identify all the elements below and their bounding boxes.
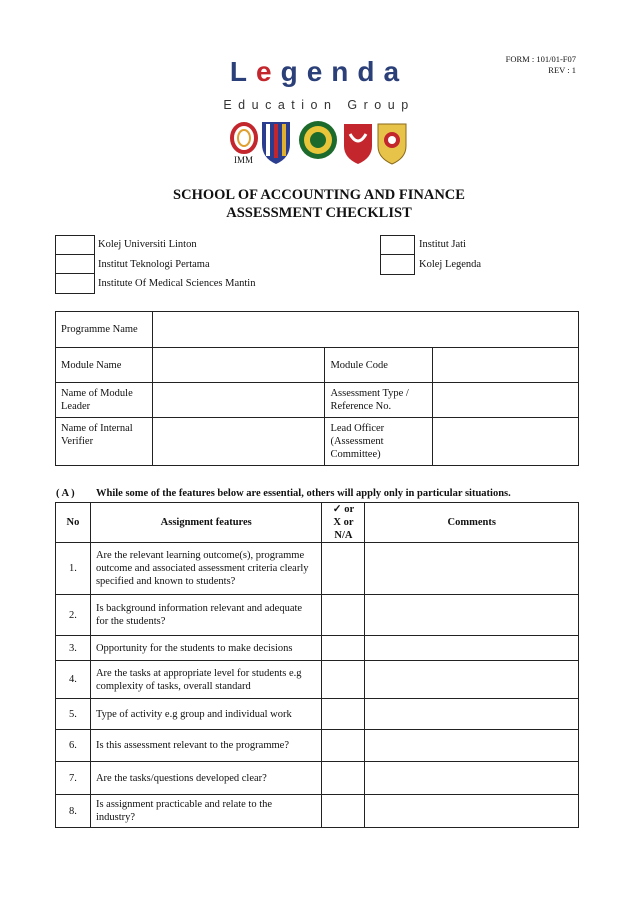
field-internal-verifier[interactable] bbox=[152, 418, 325, 466]
module-info-table bbox=[55, 311, 579, 466]
row-feature-line: complexity of tasks, overall standard bbox=[95, 680, 251, 692]
header-mark-line1: ✓ or bbox=[332, 504, 355, 515]
row-comments-cell[interactable] bbox=[365, 543, 579, 595]
assessment-checklist-table bbox=[55, 502, 579, 828]
svg-text:IMM: IMM bbox=[234, 155, 254, 165]
row-number: 4. bbox=[56, 661, 91, 699]
logo-letters-rest: genda bbox=[280, 56, 409, 87]
label-programme-name: Programme Name bbox=[56, 312, 153, 348]
header-assignment-features: Assignment features bbox=[90, 503, 322, 543]
table-row bbox=[56, 636, 579, 661]
title-checklist: ASSESSMENT CHECKLIST bbox=[226, 205, 412, 221]
row-mark-cell[interactable] bbox=[322, 730, 365, 762]
row-mark-cell[interactable] bbox=[322, 762, 365, 795]
field-module-leader[interactable] bbox=[152, 383, 325, 418]
crest-seal-icon bbox=[299, 121, 337, 159]
checkbox-kolej-universiti-linton[interactable] bbox=[55, 235, 95, 256]
header-mark bbox=[322, 503, 365, 543]
label-kolej-legenda: Kolej Legenda bbox=[419, 259, 482, 270]
label-lead-officer-line1: Lead Officer bbox=[330, 423, 385, 434]
row-comments-cell[interactable] bbox=[365, 636, 579, 661]
row-feature bbox=[90, 795, 322, 828]
row-feature bbox=[90, 762, 322, 795]
field-module-code[interactable] bbox=[433, 348, 579, 383]
row-module-name bbox=[56, 348, 579, 383]
label-internal-verifier-line2: Verifier bbox=[61, 436, 94, 447]
label-assessment-type bbox=[325, 383, 433, 418]
field-lead-officer[interactable] bbox=[433, 418, 579, 466]
row-number: 2. bbox=[56, 595, 91, 636]
header-mark-line2: X or bbox=[333, 517, 354, 528]
table-row bbox=[56, 795, 579, 828]
row-comments-cell[interactable] bbox=[365, 595, 579, 636]
row-feature bbox=[90, 636, 322, 661]
table-row bbox=[56, 661, 579, 699]
header-no: No bbox=[56, 503, 91, 543]
row-feature-line: Are the relevant learning outcome(s), programme bbox=[95, 550, 305, 561]
label-kolej-universiti-linton: Kolej Universiti Linton bbox=[98, 239, 197, 250]
checkbox-kolej-legenda[interactable] bbox=[380, 254, 415, 275]
row-feature-line: Are the tasks at appropriate level for students e.g bbox=[95, 667, 302, 679]
row-number: 3. bbox=[56, 636, 91, 661]
form-code: FORM : 101/01-F07 bbox=[505, 54, 576, 64]
title-school: SCHOOL OF ACCOUNTING AND FINANCE bbox=[173, 187, 465, 203]
label-module-leader bbox=[56, 383, 153, 418]
logo-tagline: Education Group bbox=[223, 98, 415, 112]
table-row bbox=[56, 762, 579, 795]
header-comments: Comments bbox=[365, 503, 579, 543]
row-feature-line: specified and known to students? bbox=[95, 576, 236, 587]
row-feature-line: outcome and associated assessment criteria clearly bbox=[95, 563, 309, 574]
crest-gold-emblem-icon bbox=[378, 124, 406, 164]
crest-imm-icon bbox=[232, 124, 256, 165]
label-module-leader-line2: Leader bbox=[61, 401, 91, 412]
page-title bbox=[0, 186, 638, 222]
label-lead-officer-line3: Committee) bbox=[330, 449, 381, 460]
label-institut-teknologi-pertama: Institut Teknologi Pertama bbox=[98, 259, 210, 270]
row-number: 8. bbox=[56, 795, 91, 828]
section-a-text: While some of the features below are essential, others will apply only in particular situations. bbox=[96, 488, 511, 499]
row-number: 1. bbox=[56, 543, 91, 595]
row-number: 7. bbox=[56, 762, 91, 795]
section-a-heading bbox=[56, 488, 511, 499]
row-comments-cell[interactable] bbox=[365, 762, 579, 795]
row-mark-cell[interactable] bbox=[322, 795, 365, 828]
logo-letter-e: e bbox=[256, 56, 281, 87]
label-institut-jati: Institut Jati bbox=[419, 239, 466, 250]
crest-red-shield-icon bbox=[344, 124, 372, 164]
row-mark-cell[interactable] bbox=[322, 636, 365, 661]
row-feature-line: Is background information relevant and adequate bbox=[95, 603, 303, 614]
table-row bbox=[56, 730, 579, 762]
label-assessment-type-line1: Assessment Type / bbox=[330, 388, 409, 399]
checkbox-institut-teknologi-pertama[interactable] bbox=[55, 254, 95, 275]
row-comments-cell[interactable] bbox=[365, 661, 579, 699]
institution-crests-logo bbox=[228, 118, 408, 166]
row-feature-line: Is assignment practicable and relate to the bbox=[95, 799, 273, 810]
label-lead-officer bbox=[325, 418, 433, 466]
row-feature bbox=[90, 730, 322, 762]
row-comments-cell[interactable] bbox=[365, 795, 579, 828]
row-feature-line: Is this assessment relevant to the programme? bbox=[95, 740, 289, 751]
row-feature-line: Are the tasks/questions developed clear? bbox=[95, 772, 267, 784]
label-module-name: Module Name bbox=[56, 348, 153, 383]
row-feature-line: Type of activity e.g group and individual work bbox=[95, 708, 292, 720]
label-internal-verifier-line1: Name of Internal bbox=[61, 423, 133, 434]
row-comments-cell[interactable] bbox=[365, 699, 579, 730]
section-a-tag: ( A ) bbox=[56, 488, 75, 499]
field-programme-name[interactable] bbox=[152, 312, 578, 348]
row-mark-cell[interactable] bbox=[322, 661, 365, 699]
row-feature bbox=[90, 699, 322, 730]
label-assessment-type-line2: Reference No. bbox=[330, 401, 392, 412]
row-feature-line: industry? bbox=[95, 812, 136, 823]
label-internal-verifier bbox=[56, 418, 153, 466]
checkbox-institut-jati[interactable] bbox=[380, 235, 415, 256]
row-programme-name bbox=[56, 312, 579, 348]
header-mark-line3: N/A bbox=[334, 530, 353, 541]
form-revision: REV : 1 bbox=[548, 65, 576, 75]
row-module-leader bbox=[56, 383, 579, 418]
table-row bbox=[56, 595, 579, 636]
row-number: 5. bbox=[56, 699, 91, 730]
row-internal-verifier bbox=[56, 418, 579, 466]
row-mark-cell[interactable] bbox=[322, 543, 365, 595]
row-feature-line: for the students? bbox=[95, 616, 166, 627]
row-feature-line: Opportunity for the students to make decisions bbox=[95, 642, 293, 654]
field-assessment-type[interactable] bbox=[433, 383, 579, 418]
label-module-code: Module Code bbox=[325, 348, 433, 383]
row-comments-cell[interactable] bbox=[365, 730, 579, 762]
label-module-leader-line1: Name of Module bbox=[61, 388, 133, 399]
checkbox-institute-medical-sciences-mantin[interactable] bbox=[55, 273, 95, 294]
table-row bbox=[56, 699, 579, 730]
row-feature bbox=[90, 543, 322, 595]
label-institute-medical-sciences-mantin: Institute Of Medical Sciences Mantin bbox=[98, 278, 256, 289]
checklist-header-row bbox=[56, 503, 579, 543]
field-module-name[interactable] bbox=[152, 348, 325, 383]
row-mark-cell[interactable] bbox=[322, 595, 365, 636]
row-number: 6. bbox=[56, 730, 91, 762]
table-row bbox=[56, 543, 579, 595]
row-mark-cell[interactable] bbox=[322, 699, 365, 730]
row-feature bbox=[90, 661, 322, 699]
logo-letter-l: L bbox=[229, 56, 257, 87]
legenda-logo-wordmark bbox=[0, 56, 638, 88]
label-lead-officer-line2: (Assessment bbox=[330, 436, 384, 447]
row-feature bbox=[90, 595, 322, 636]
crest-shield-icon bbox=[262, 122, 290, 164]
